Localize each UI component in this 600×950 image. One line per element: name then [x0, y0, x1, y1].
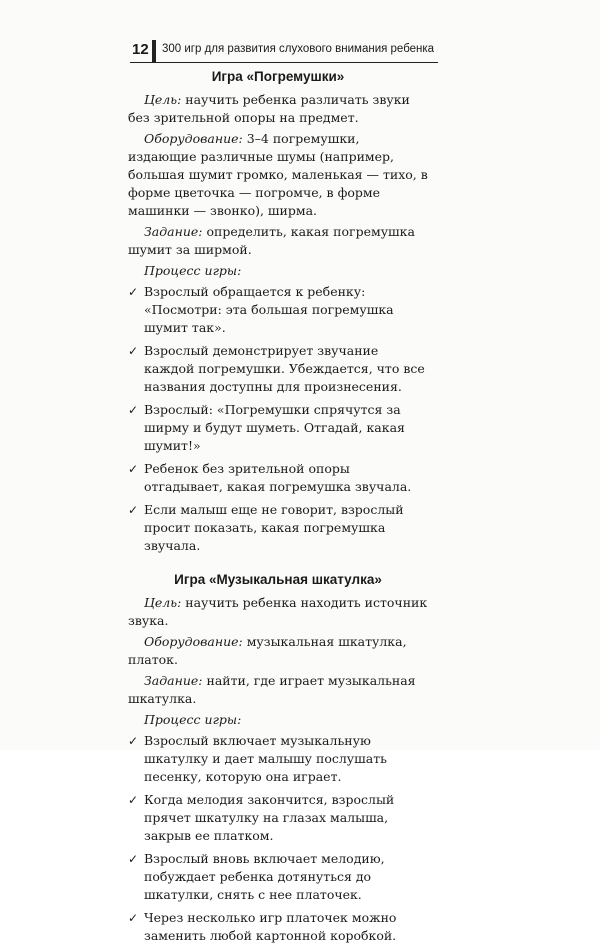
- checkmark-icon: ✓: [128, 734, 139, 748]
- task-label: Задание:: [144, 673, 203, 688]
- steps-list: [128, 283, 428, 555]
- goal-label: Цель:: [144, 595, 182, 610]
- equipment-text: 3–4 погремушки, издающие различные шумы (например, большая шумит громко, маленькая — тихо, в форме цветочка — погромче, в форме машинки — звонко), ширма.: [128, 131, 428, 218]
- checkmark-icon: ✓: [128, 285, 139, 299]
- goal-paragraph: [128, 594, 428, 630]
- list-item: [128, 501, 428, 555]
- game-section: [128, 68, 428, 555]
- checkmark-icon: ✓: [128, 852, 139, 866]
- task-paragraph: [128, 223, 428, 259]
- checkmark-icon: ✓: [128, 793, 139, 807]
- page-header: [130, 40, 438, 63]
- list-item: [128, 460, 428, 496]
- equipment-paragraph: [128, 130, 428, 220]
- equipment-text: музыкальная шкатулка, платок.: [128, 634, 407, 667]
- step-text: Взрослый: «Погремушки спрячутся за ширму и будут шуметь. Отгадай, какая шумит!»: [144, 402, 405, 453]
- list-item: [128, 401, 428, 455]
- task-text: найти, где играет музыкальная шкатулка.: [128, 673, 416, 706]
- list-item: [128, 850, 428, 904]
- step-text: Если малыш еще не говорит, взрослый просит показать, какая погремушка звучала.: [144, 502, 404, 553]
- checkmark-icon: ✓: [128, 911, 139, 925]
- task-label: Задание:: [144, 224, 203, 239]
- equipment-paragraph: [128, 633, 428, 669]
- task-text: определить, какая погремушка шумит за ширмой.: [128, 224, 415, 257]
- checkmark-icon: ✓: [128, 403, 139, 417]
- goal-text: научить ребенка находить источник звука.: [128, 595, 428, 628]
- step-text: Когда мелодия закончится, взрослый прячет шкатулку на глазах малыша, закрыв ее платком.: [144, 792, 395, 843]
- list-item: [128, 732, 428, 786]
- goal-label: Цель:: [144, 92, 182, 107]
- process-label: Процесс игры:: [144, 263, 242, 278]
- step-text: Взрослый обращается к ребенку: «Посмотри: эта большая погремушка шумит так».: [144, 284, 394, 335]
- list-item: [128, 909, 428, 945]
- process-label: Процесс игры:: [144, 712, 242, 727]
- steps-list: [128, 732, 428, 945]
- step-text: Через несколько игр платочек можно заменить любой картонной коробкой.: [144, 910, 397, 943]
- running-title: 300 игр для развития слухового внимания ребенка: [162, 43, 435, 55]
- section-title: Игра «Погремушки»: [211, 69, 345, 84]
- step-text: Взрослый включает музыкальную шкатулку и дает малышу послушать песенку, которую она играет.: [144, 733, 387, 784]
- list-item: [128, 283, 428, 337]
- equipment-label: Оборудование:: [144, 131, 243, 146]
- step-text: Ребенок без зрительной опоры отгадывает, какая погремушка звучала.: [144, 461, 412, 494]
- game-section: [128, 571, 428, 945]
- step-text: Взрослый вновь включает мелодию, побуждает ребенка дотянуться до шкатулки, снять с нее платочек.: [144, 851, 385, 902]
- process-heading: [128, 262, 428, 280]
- page-number: 12: [132, 41, 149, 58]
- checkmark-icon: ✓: [128, 462, 139, 476]
- header-divider: [152, 40, 156, 62]
- section-title: Игра «Музыкальная шкатулка»: [174, 572, 382, 587]
- goal-paragraph: [128, 91, 428, 127]
- list-item: [128, 791, 428, 845]
- page-content: [128, 68, 428, 950]
- list-item: [128, 342, 428, 396]
- task-paragraph: [128, 672, 428, 708]
- checkmark-icon: ✓: [128, 503, 139, 517]
- checkmark-icon: ✓: [128, 344, 139, 358]
- equipment-label: Оборудование:: [144, 634, 243, 649]
- process-heading: [128, 711, 428, 729]
- goal-text: научить ребенка различать звуки без зрительной опоры на предмет.: [128, 92, 410, 125]
- step-text: Взрослый демонстрирует звучание каждой погремушки. Убеждается, что все названия доступны для произнесения.: [144, 343, 425, 394]
